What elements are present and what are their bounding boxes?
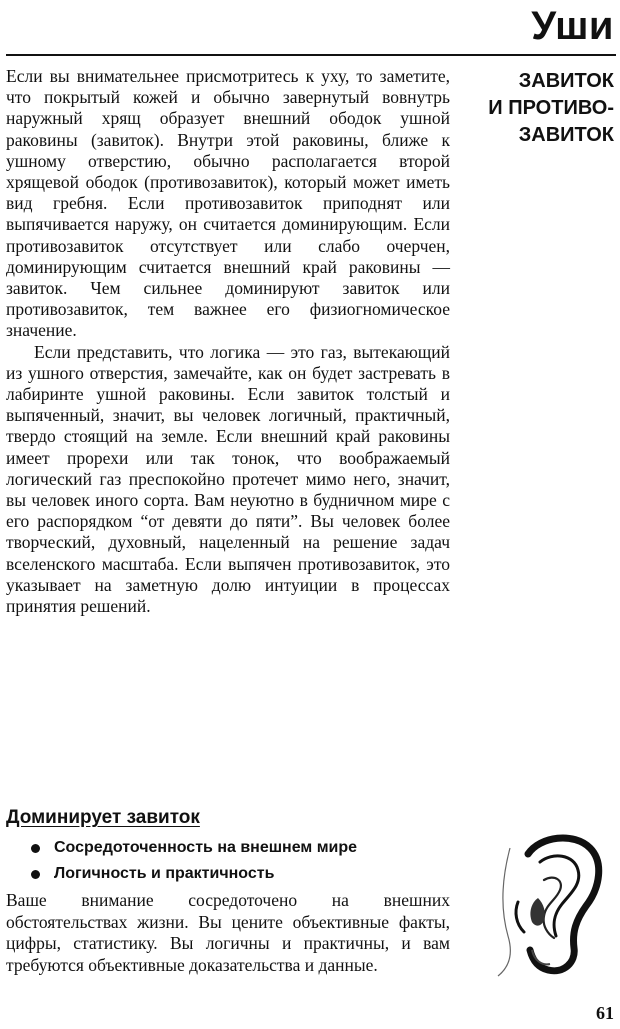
bullet-text: Логичность и практичность <box>54 865 275 882</box>
side-heading-line-1: ЗАВИТОК <box>518 70 614 92</box>
section-title: Доминирует завиток <box>6 807 200 828</box>
side-heading-line-3: ЗАВИТОК <box>518 124 614 146</box>
side-heading <box>458 68 614 149</box>
page-number: 61 <box>596 1003 614 1023</box>
chapter-title: Уши <box>531 4 614 48</box>
bullet-list <box>6 835 450 887</box>
dominant-helix-section <box>6 805 450 976</box>
bullet-item <box>6 861 450 887</box>
paragraph-1: Если вы внимательнее присмотритесь к уху, то заметите, что покрытый кожей и обычно завернутый вовнутрь наружный хрящ образует внешний ободок ушной раковины (завиток). Внутри этой раковины, ближе к ушному отверстию, обычно располагается второй хрящевой ободок (противозавиток), который может иметь вид гребня. Если противозавиток приподнят или выпячивается наружу, он считается доминирующим. Если противозавиток отсутствует или слабо очерчен, доминирующим считается внешний край раковины — завиток. Чем сильнее доминируют завиток или противозавиток, тем важнее его физиогномическое значение. <box>6 66 450 341</box>
section-body: Ваше внимание сосредоточено на внешних обстоятельствах жизни. Вы цените объективные факты, цифры, статистику. Вы логичны и практичны, и вам требуются объективные доказательства и данные. <box>6 890 450 975</box>
bullet-text: Сосредоточенность на внешнем мире <box>54 839 358 856</box>
face-contour <box>498 848 510 976</box>
paragraph-2: Если представить, что логика — это газ, вытекающий из ушного отверстия, замечайте, как он будет застревать в лабиринте ушной раковины. Если завиток толстый и выпяченный, значит, вы человек логичный, практичный, твердо стоящий на земле. Если внешний край раковины имеет прорехи или так тонок, что воображаемый логический газ преспокойно протечет мимо него, значит, вы человек иного сорта. Вам неуютно в будничном мире с его распорядком “от девяти до пяти”. Вы человек более творческий, духовный, нацеленный на решение задач вселенского масштаба. Если выпячен противозавиток, это указывает на заметную долю интуиции в процессах принятия решений. <box>6 341 450 617</box>
main-text <box>6 66 450 617</box>
bullet-icon <box>31 844 40 853</box>
bullet-icon <box>31 870 40 879</box>
ear-icon <box>488 828 606 978</box>
side-heading-line-2: И ПРОТИВО- <box>488 97 614 119</box>
bullet-item <box>6 835 450 861</box>
header-rule <box>6 54 616 56</box>
ear-canal <box>530 898 544 926</box>
ear-tragus <box>516 902 524 932</box>
